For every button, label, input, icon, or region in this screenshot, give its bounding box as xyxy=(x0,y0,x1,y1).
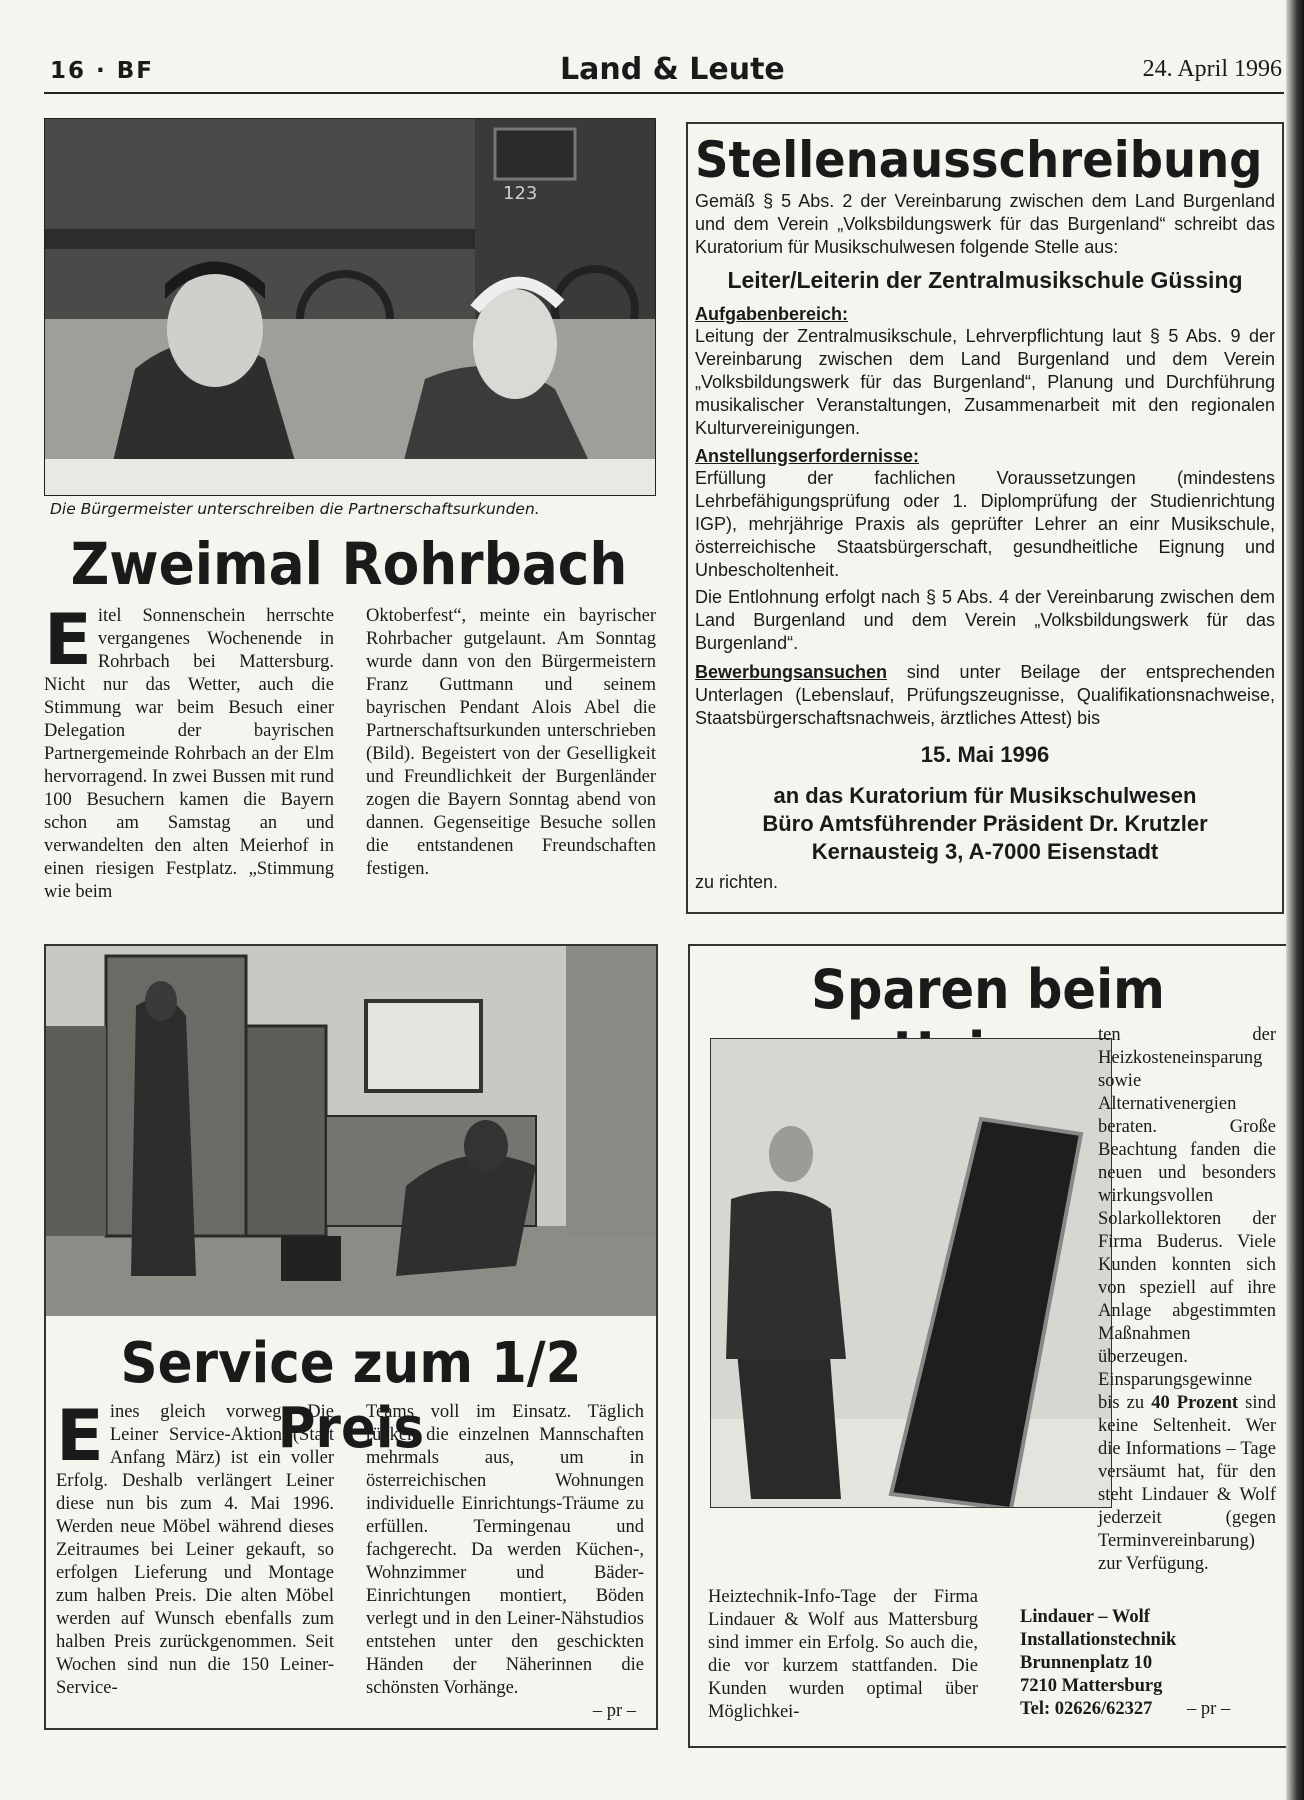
article-headline-heating: Sparen beim xyxy=(811,958,1165,1021)
service-signature: – pr – xyxy=(592,1701,636,1721)
tasks-text: Leitung der Zentralmusikschule, Lehrverpflichtung laut § 5 Abs. 9 der Vereinbarung zwischen dem Land Burgenland und dem Verein „Volksbildungswerk für das Burgenland“, Planung und Durchführung musikalischer Veranstaltungen, Zusammenarbeit mit den regionalen Kulturvereinigungen. xyxy=(695,326,1275,438)
address-line-2: Büro Amtsführender Präsident Dr. Krutzler xyxy=(762,811,1208,836)
contact-trade: Installationstechnik xyxy=(1020,1630,1177,1650)
photo-caption: Die Bürgermeister unterschreiben die Partnerschaftsurkunden. xyxy=(50,500,540,518)
heating-article xyxy=(688,944,1288,1748)
contact-company: Lindauer – Wolf xyxy=(1020,1607,1150,1627)
service-column-2 xyxy=(366,1401,644,1723)
contact-city: 7210 Mattersburg xyxy=(1020,1676,1163,1696)
rohrbach-column-1 xyxy=(44,599,334,904)
dropcap: E xyxy=(44,599,92,681)
contact-phone-text: Tel: 02626/62327 xyxy=(1020,1699,1153,1719)
job-headline: Stellenausschreibung xyxy=(695,131,1263,189)
address-line-1: an das Kuratorium für Musikschulwesen xyxy=(773,783,1197,808)
locomotive-number: 123 xyxy=(503,183,538,204)
page-section-title: Land & Leute xyxy=(560,52,785,87)
job-advertisement xyxy=(686,122,1284,914)
heating-signature: – pr – xyxy=(1187,1699,1231,1719)
rohrbach-text-1: itel Sonnenschein herrschte vergangenes Wochenende in Rohrbach bei Mattersburg. Nicht nur das Wetter, auch die Stimmung war beim Besuch einer Delegation der bayrischen Partnergemeinde Rohrbach an der Elm hervorragend. In zwei Bussen mit rund 100 Besuchern kamen die Bayern schon am Samstag an und verwandelten den alten Meierhof in einen riesigen Festplatz. „Stimmung wie beim xyxy=(44,606,334,902)
heating-side-text-a: ten der Heizkosteneinsparung sowie Alternativenergien beraten. Große Beachtung fanden die neuen und besonders wirkungsvollen Solarkollektoren der Firma Buderus. Viele Kunden konnten sich von speziell auf ihre Anlage abgestimmten Maßnahmen überzeugen. Einsparungsgewinne bis zu xyxy=(1098,1025,1276,1413)
contact-block xyxy=(1020,1606,1280,1721)
heating-side-text-b: sind keine Seltenheit. Wer die Informations – Tage versäumt hat, für den steht Lindauer & Wolf jederzeit (gegen Terminvereinbarung) zur Verfügung. xyxy=(1098,1393,1276,1574)
heating-percent: 40 Prozent xyxy=(1151,1393,1239,1413)
apply-text: sind unter Beilage der entsprechenden Unterlagen (Lebenslauf, Prüfungszeugnisse, Qualifikationsnachweise, Staatsbürgerschaftsnachweis, ärztliches Attest) bis xyxy=(695,662,1275,728)
job-intro: Gemäß § 5 Abs. 2 der Vereinbarung zwischen dem Land Burgenland und dem Verein „Volksbildungswerk für das Burgenland“ schreibt das Kuratorium für Musikschulwesen folgende Stelle aus: xyxy=(695,191,1275,257)
heating-side-text xyxy=(1098,1024,1276,1576)
address-line-3: Kernausteig 3, A-7000 Eisenstadt xyxy=(811,839,1159,864)
header-rule xyxy=(44,92,1284,94)
furniture-assembly-illustration xyxy=(46,946,656,1316)
apply-label: Bewerbungsansuchen xyxy=(695,662,888,682)
pay-text: Die Entlohnung erfolgt nach § 5 Abs. 4 der Vereinbarung zwischen dem Land Burgenland und dem Verein „Volksbildungswerk für das Burgenland“. xyxy=(695,587,1275,653)
job-position: Leiter/Leiterin der Zentralmusikschule Güssing xyxy=(727,267,1243,293)
closing: zu richten. xyxy=(695,872,779,892)
section-label: 16 · BF xyxy=(50,58,155,84)
contact-street: Brunnenplatz 10 xyxy=(1020,1653,1153,1673)
apply-paragraph xyxy=(695,661,1275,730)
leiner-service-article xyxy=(44,944,658,1730)
requirements-text: Erfüllung der fachlichen Voraussetzungen (mindestens Lehrbefähigungsprüfung oder 1. Diplomprüfung der Studienrichtung IGP), mehrjährige Praxis als geprüfter Lehrer an einr Musikschule, österreichische Staatsbürgerschaft, gesundheitliche Eignung und Unbescholtenheit. xyxy=(695,468,1275,580)
solar-collector-photo xyxy=(710,1038,1112,1508)
issue-date: 24. April 1996 xyxy=(1142,56,1282,82)
article-headline-rohrbach: Zweimal Rohrbach xyxy=(70,530,628,598)
service-text-1: ines gleich vorweg: Die Leiner Service-Aktion (Start Anfang März) ist ein voller Erfolg. Deshalb verlängert Leiner diese nun bis zum 4. Mai 1996. Werden neue Möbel während dieses Zeitraumes bei Leiner gekauft, so erfolgen Lieferung und Montage zum halben Preis. Die alten Möbel werden auf Wunsch ebenfalls zum halben Preis zurückgenommen. Seit Wochen sind nun die 150 Leiner-Service- xyxy=(56,1402,334,1698)
service-column-1 xyxy=(56,1395,334,1700)
deadline: 15. Mai 1996 xyxy=(920,742,1050,767)
mayors-signing-illustration xyxy=(45,119,655,495)
contact-phone xyxy=(1020,1698,1280,1721)
requirements-label: Anstellungserfordernisse: xyxy=(695,446,920,466)
furniture-assembly-photo xyxy=(46,946,656,1316)
heating-bottom-text: Heiztechnik-Info-Tage der Firma Lindauer & Wolf aus Mattersburg sind immer ein Erfolg. So auch die, die vor kurzem stattfanden. Die Kunden wurden optimal über Möglichkei- xyxy=(708,1587,978,1722)
mayors-signing-photo xyxy=(44,118,656,496)
article-headline-service: Service zum 1/2 Preis xyxy=(120,1331,582,1461)
solar-collector-illustration xyxy=(711,1039,1111,1507)
tasks-label: Aufgabenbereich: xyxy=(695,304,849,324)
service-text-2: Teams voll im Einsatz. Täglich rücken die einzelnen Mannschaften mehrmals aus, um in österreichischen Wohnungen individuelle Einrichtungs-Träume zu erfüllen. Termingenau und fachgerecht. Da werden Küchen-, Wohnzimmer und Bäder-Einrichtungen montiert, Böden verlegt und in den Leiner-Nähstudios entstehen unter den geschickten Händen der Näherinnen die schönsten Vorhänge. xyxy=(366,1402,644,1698)
service-dropcap: E xyxy=(56,1395,104,1477)
rohrbach-column-2 xyxy=(366,605,656,881)
page-fold-edge xyxy=(1286,0,1304,1800)
rohrbach-text-2: Oktoberfest“, meinte ein bayrischer Rohrbacher gutgelaunt. Am Sonntag wurde dann von den Bürgermeistern Franz Guttmann und seinem bayrischen Pendant Alois Abel die Partnerschaftsurkunden unterschrieben (Bild). Begeistert von der Geselligkeit und Freundlichkeit der Burgenländer zogen die Bayern Sonntag abend von dannen. Gegenseitige Besuche sollen die entstandenen Freundschaften festigen. xyxy=(366,606,656,879)
